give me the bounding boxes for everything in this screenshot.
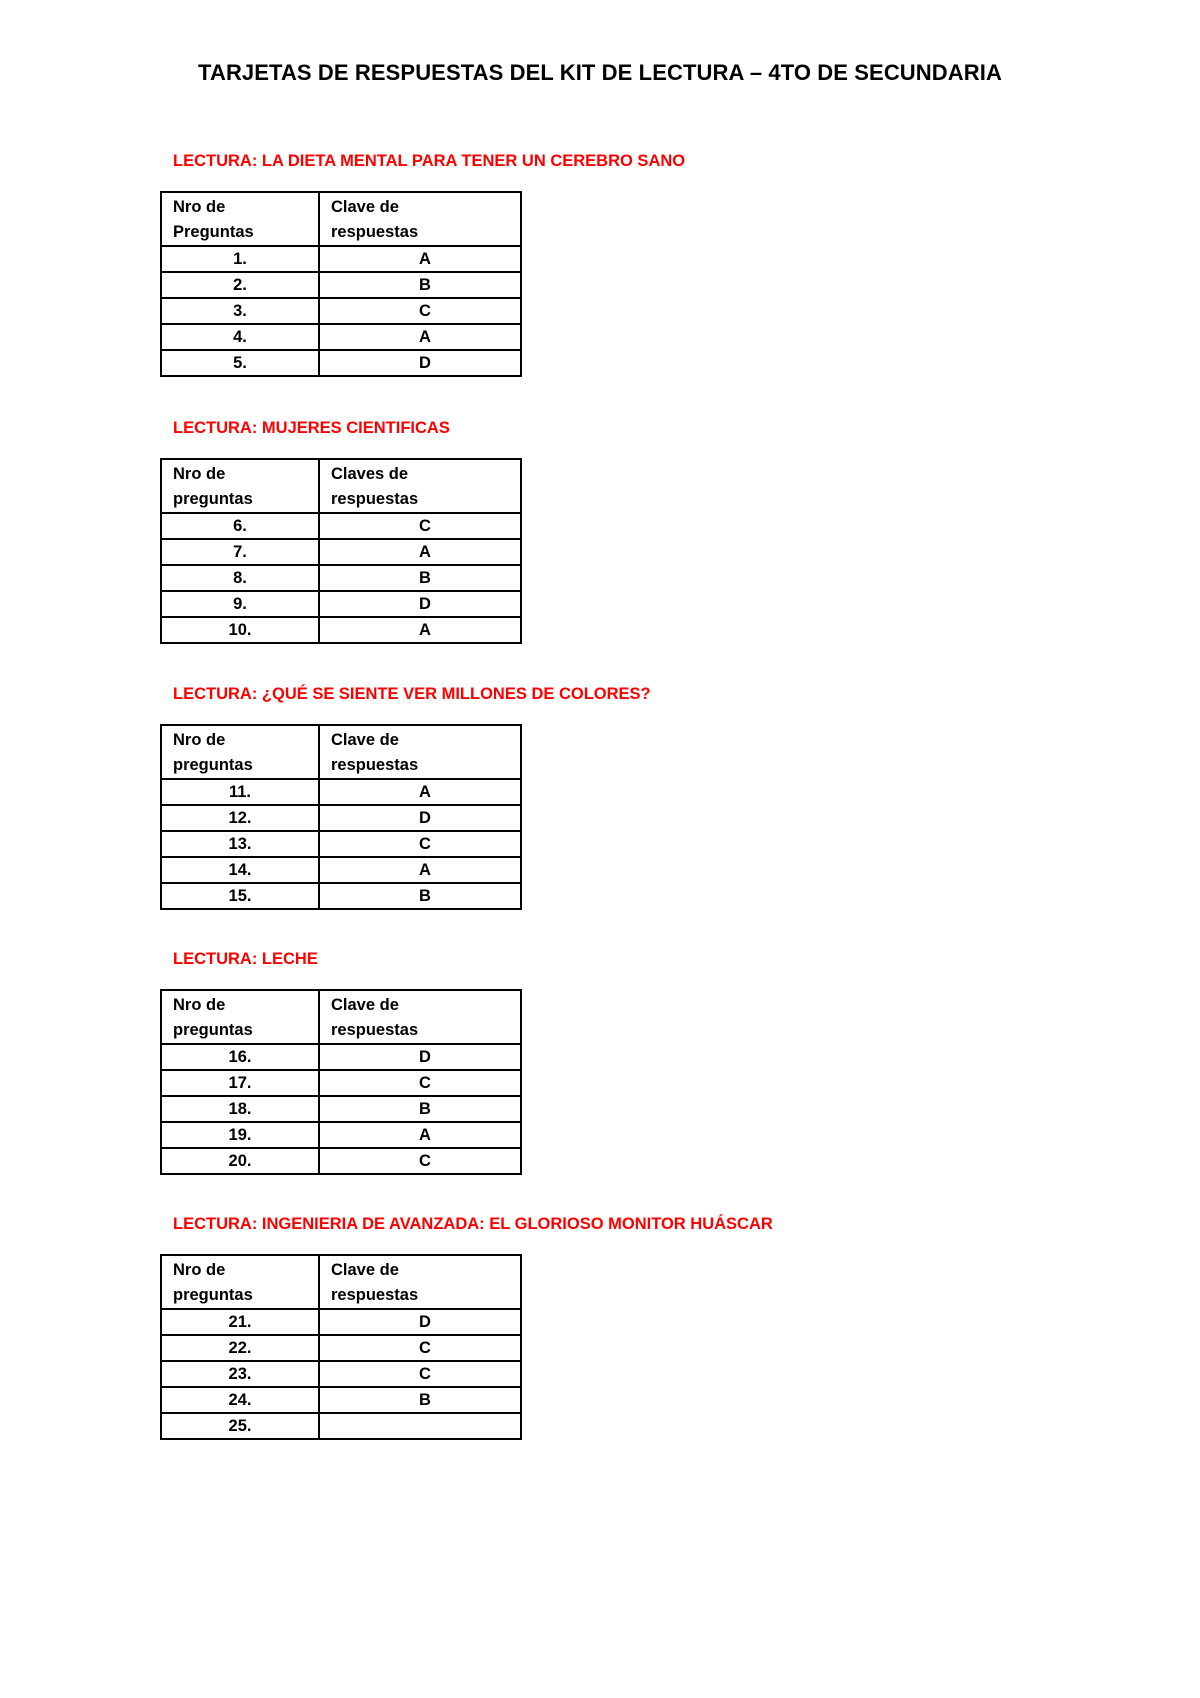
answer-key-header [319,990,521,1044]
question-number: 14. [161,857,319,883]
answer-key: D [319,1044,521,1070]
question-number: 18. [161,1096,319,1122]
question-number: 17. [161,1070,319,1096]
answer-key: C [319,1335,521,1361]
answer-key: C [319,1070,521,1096]
table-row [161,1387,521,1413]
question-number-header [161,459,319,513]
table-row [161,565,521,591]
reading-section [160,683,1060,905]
reading-section [160,948,1060,1170]
question-number: 8. [161,565,319,591]
table-row [161,1413,521,1439]
answer-key: D [319,591,521,617]
section-title: LECTURA: LA DIETA MENTAL PARA TENER UN CEREBRO SANO [173,152,686,170]
answer-key: A [319,1122,521,1148]
answer-key: C [319,1361,521,1387]
question-number-header [161,725,319,779]
table-row [161,298,521,324]
answer-key: A [319,857,521,883]
table-row [161,857,521,883]
section-title: LECTURA: LECHE [173,950,318,968]
question-number: 13. [161,831,319,857]
question-number: 4. [161,324,319,350]
answer-key: D [319,350,521,376]
table-row [161,246,521,272]
header-line: Clave de [331,1261,399,1279]
table-row [161,1148,521,1174]
question-number: 12. [161,805,319,831]
header-line: Clave de [331,198,399,216]
table-row [161,513,521,539]
table-row [161,272,521,298]
header-line: Nro de [173,198,226,216]
question-number: 6. [161,513,319,539]
header-line: respuestas [331,756,419,774]
answer-key: C [319,513,521,539]
question-number: 22. [161,1335,319,1361]
table-row [161,350,521,376]
answer-key-header [319,192,521,246]
question-number-header [161,990,319,1044]
table-row [161,883,521,909]
header-line: preguntas [173,1286,253,1304]
table-row [161,1335,521,1361]
header-line: Nro de [173,731,226,749]
section-title: LECTURA: MUJERES CIENTIFICAS [173,419,450,437]
header-line: respuestas [331,1286,419,1304]
question-number: 5. [161,350,319,376]
answer-key: A [319,324,521,350]
document-title: TARJETAS DE RESPUESTAS DEL KIT DE LECTURA – 4TO DE SECUNDARIA [198,60,1002,85]
answer-key: C [319,1148,521,1174]
header-line: respuestas [331,490,419,508]
question-number: 15. [161,883,319,909]
header-line: Claves de [331,465,409,483]
header-line: Nro de [173,1261,226,1279]
header-line: preguntas [173,756,253,774]
header-line: Nro de [173,996,226,1014]
table-row [161,805,521,831]
answer-key: C [319,298,521,324]
answer-key: B [319,883,521,909]
table-row [161,1309,521,1335]
question-number: 16. [161,1044,319,1070]
question-number: 20. [161,1148,319,1174]
table-row [161,1361,521,1387]
answer-key-header [319,459,521,513]
reading-section [160,417,1060,639]
answer-key: B [319,565,521,591]
header-line: respuestas [331,223,419,241]
table-row [161,779,521,805]
answer-key: D [319,805,521,831]
question-number: 10. [161,617,319,643]
table-row [161,539,521,565]
answer-table [160,458,522,644]
table-row [161,617,521,643]
answer-table [160,724,522,910]
reading-section [160,1213,1060,1435]
question-number: 21. [161,1309,319,1335]
section-title: LECTURA: INGENIERIA DE AVANZADA: EL GLORIOSO MONITOR HUÁSCAR [173,1215,773,1233]
question-number: 24. [161,1387,319,1413]
answer-key: C [319,831,521,857]
answer-table [160,191,522,377]
answer-key: A [319,617,521,643]
table-header-row [161,1255,521,1309]
answer-table [160,989,522,1175]
question-number: 19. [161,1122,319,1148]
answer-key-header [319,1255,521,1309]
question-number: 25. [161,1413,319,1439]
header-line: Preguntas [173,223,254,241]
answer-key: A [319,539,521,565]
header-line: respuestas [331,1021,419,1039]
question-number: 11. [161,779,319,805]
question-number: 9. [161,591,319,617]
question-number: 3. [161,298,319,324]
table-header-row [161,459,521,513]
table-row [161,831,521,857]
answer-key-header [319,725,521,779]
question-number: 23. [161,1361,319,1387]
answer-key: A [319,246,521,272]
answer-key: B [319,272,521,298]
table-row [161,1044,521,1070]
section-title: LECTURA: ¿QUÉ SE SIENTE VER MILLONES DE COLORES? [173,685,651,703]
table-header-row [161,192,521,246]
question-number: 1. [161,246,319,272]
question-number: 7. [161,539,319,565]
question-number: 2. [161,272,319,298]
table-header-row [161,725,521,779]
header-line: Nro de [173,465,226,483]
answer-key: D [319,1309,521,1335]
table-row [161,1070,521,1096]
answer-table [160,1254,522,1440]
header-line: Clave de [331,731,399,749]
answer-key: A [319,779,521,805]
header-line: preguntas [173,1021,253,1039]
question-number-header [161,1255,319,1309]
question-number-header [161,192,319,246]
answer-key [319,1413,521,1439]
header-line: preguntas [173,490,253,508]
answer-key: B [319,1096,521,1122]
header-line: Clave de [331,996,399,1014]
table-row [161,591,521,617]
table-header-row [161,990,521,1044]
answer-key: B [319,1387,521,1413]
reading-section [160,150,1060,372]
table-row [161,1096,521,1122]
table-row [161,324,521,350]
table-row [161,1122,521,1148]
